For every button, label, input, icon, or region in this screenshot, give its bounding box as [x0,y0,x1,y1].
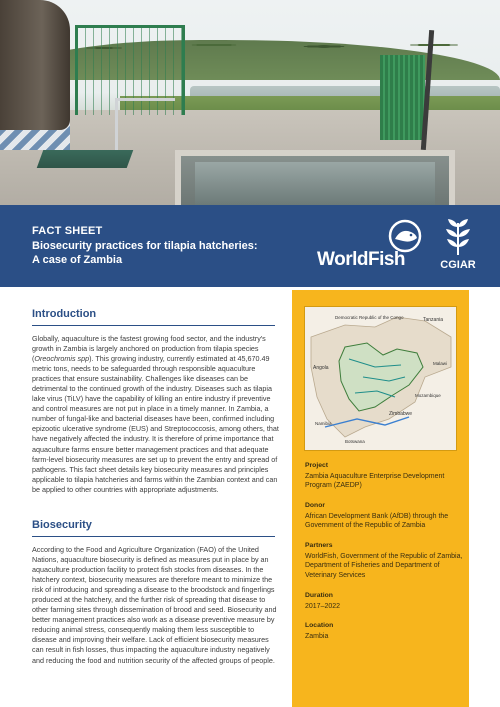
map-label-namibia: Namibia [315,421,332,426]
project-value: Zambia Aquaculture Enterprise Development Program (ZAEDP) [305,473,445,490]
introduction-paragraph [32,334,280,495]
document-title [32,239,292,267]
map-label-zimbabwe: Zimbabwe [389,411,413,417]
project-label: Project [305,462,329,469]
biosecurity-heading: Biosecurity [32,519,92,531]
photo-tank-water [195,162,435,205]
cgiar-wordmark: CGIAR [440,259,476,271]
title-banner [0,205,500,287]
duration-label: Duration [305,592,333,599]
cgiar-logo [436,217,480,277]
map-label-drc-line: Democratic Republic of the Congo [335,315,404,320]
donor-value: African Development Bank (AfDB) through the Government of the Republic of Zambia [305,513,449,530]
duration-value: 2017–2022 [305,603,341,610]
cgiar-wheat-icon [444,217,472,257]
photo-tree-trunk [0,0,70,130]
partners-value: WorldFish, Government of the Republic of Zambia, Department of Fisheries and Department of Veterinary Services [305,553,463,579]
fact-sheet-label: FACT SHEET [32,225,103,237]
document-title-line1: Biosecurity practices for tilapia hatcheries: [32,240,258,252]
photo-handrail [115,98,175,158]
worldfish-fish-icon [387,219,423,253]
donor-label: Donor [305,502,326,509]
intro-species-name: Oreochromis spp [34,354,90,364]
zambia-map-graphic [305,307,456,450]
map-label-angola: Angola [313,365,329,371]
map-label-malawi: Malawi [433,361,448,366]
zambia-map [304,306,457,451]
introduction-heading: Introduction [32,308,97,320]
location-label: Location [305,622,334,629]
photo-disinfection-mat [37,150,134,168]
partners-label: Partners [305,542,333,549]
worldfish-wordmark: WorldFish [317,249,406,270]
map-label-botswana: Botswana [345,439,365,444]
map-label-tanzania: Tanzania [423,317,444,323]
biosecurity-rule [32,536,275,537]
cover-photo-hatchery [0,0,500,205]
worldfish-logo [317,219,417,275]
biosecurity-paragraph: According to the Food and Agriculture Organization (FAO) of the United Nations, aquaculture biosecurity is defined as measures put in place by an aquaculture production facility to protect fish stocks from diseases. In the hatchery context, biosecurity measures are therefore meant to minimize the risk of introducing and spreading a disease to the broodstock and fingerlings produced at the hatchery, and the further risk of spreading that disease to other farming sites through dissemination of brood and seed. Biosecurity and better management practices also work as a disease preventive measure by reducing animal stress, consequently making them less susceptible to disease and improving their welfare. Lack of efficient biosecurity measures can result in fish losses, thus impacting the aquaculture industry negatively and reducing the food and nutrition security of the affected groups of people. [32,545,277,665]
intro-text-1: Globally, aquaculture is the fastest growing food sector, and the industry's growth in Zambia is largely anchored on production from tilapia species ( [32,334,266,364]
photo-gate-right [380,55,425,140]
introduction-rule [32,325,275,326]
intro-text-2: ). This growing industry, currently estimated at 45,670.49 metric tons, needs to be safeguarded through responsible aquaculture practices that ensure sustainability. Challenges like diseases can be detrimental to the continued growth of the industry. Diseases such as tilapia lake virus (TiLV) have the capability of killing an entire industry if preventive and control measures are not put in place in a timely manner. In Zambia, a number of fungal-like and bacterial diseases have been, confirmed including epizootic ulcerative syndrome (EUS) and Streptococcosis, among others, that have negatively affected the industry. It is therefore of prime importance that aquaculture farms ensure better management practices and that adequate farm-level biosecurity measures are set up to prevent the entry and spread of pathogens. This fact sheet details key biosecurity measures and principles applicable to tilapia hatcheries and farms within the Zambian context and can be applied to other countries with appropriate adjustments. [32,354,279,494]
document-title-line2: A case of Zambia [32,254,123,266]
map-label-mozambique: Mozambique [415,393,441,398]
location-value: Zambia [305,633,329,640]
